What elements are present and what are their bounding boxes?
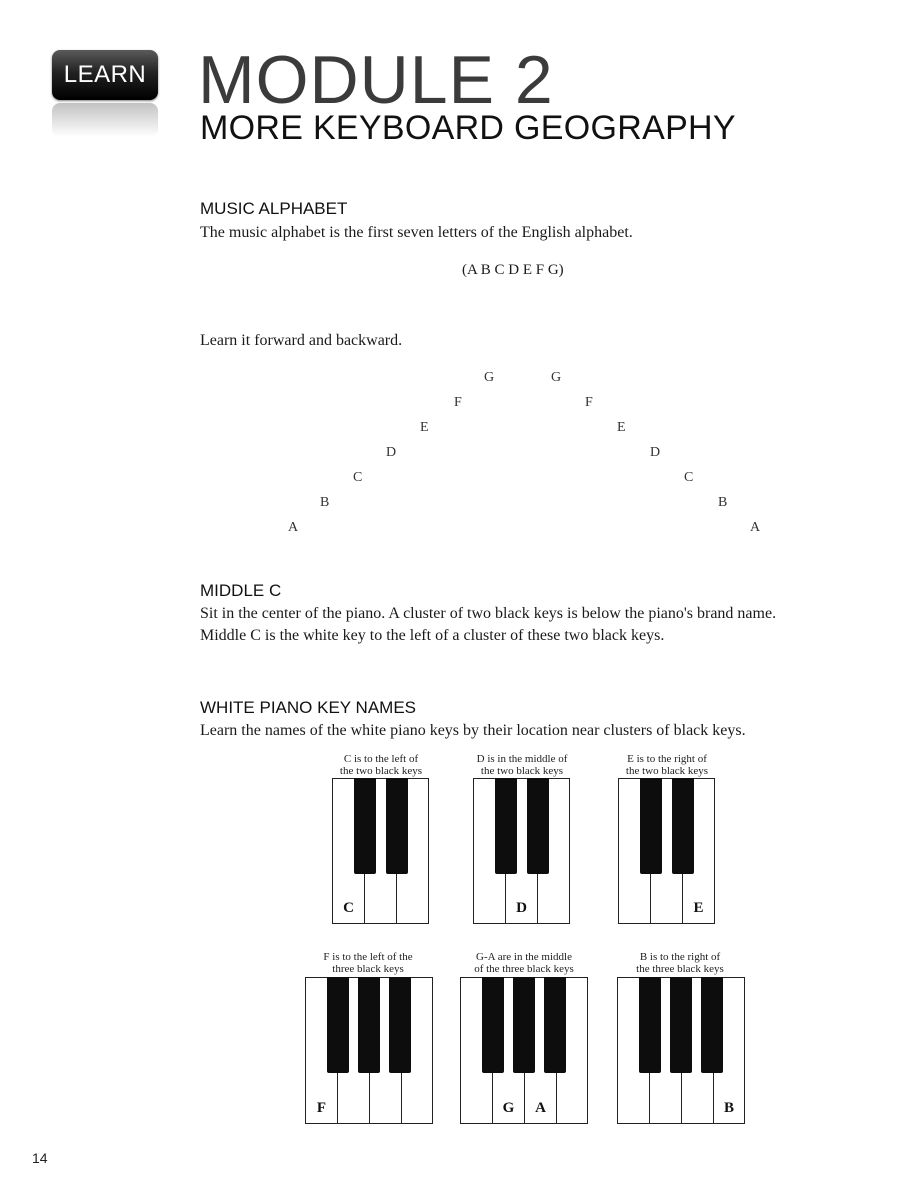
white-key: D [505,778,538,924]
backward-letter: B [718,495,728,510]
keyboard-diagram-c [332,778,429,924]
diagram-caption-e: E is to the right of the two black keys [625,753,709,777]
forward-letter: D [386,445,397,460]
black-key [354,778,376,874]
black-key [701,977,723,1073]
backward-letter: F [585,395,593,410]
keyboard-diagram-b [617,977,745,1124]
black-key [544,977,566,1073]
diagram-caption-c: C is to the left of the two black keys [339,753,423,777]
black-key [670,977,692,1073]
backward-letter: G [551,370,562,385]
forward-backward-instruction: Learn it forward and backward. [200,332,403,349]
forward-letter: C [353,470,363,485]
black-key [386,778,408,874]
diagram-caption-f: F is to the left of the three black keys [323,951,413,975]
learn-badge-reflection [52,103,158,137]
keyboard-diagram-ga [460,977,588,1124]
keyboard-diagram-e [618,778,715,924]
keyboard-diagram-f [305,977,433,1124]
module-title: MODULE 2 [198,42,554,118]
white-key: F [305,977,338,1124]
music-alphabet-text: The music alphabet is the first seven letters of the English alphabet. [200,224,633,241]
page-number: 14 [32,1150,48,1166]
backward-letter: E [617,420,626,435]
white-key: B [713,977,745,1124]
forward-letter: E [420,420,429,435]
white-key: E [682,778,715,924]
diagram-caption-b: B is to the right of the three black keys [636,951,724,975]
black-key [389,977,411,1073]
backward-letter: C [684,470,694,485]
white-key-names-text: Learn the names of the white piano keys by their location near clusters of black keys. [200,722,746,739]
music-alphabet-heading: MUSIC ALPHABET [200,199,348,218]
learn-badge: LEARN [52,50,158,100]
black-key [482,977,504,1073]
forward-letter: B [320,495,330,510]
middle-c-line-1: Sit in the center of the piano. A cluster of two black keys is below the piano's brand name. [200,605,777,622]
backward-letter: A [750,520,761,535]
module-subtitle: MORE KEYBOARD GEOGRAPHY [200,109,736,147]
forward-letter: F [454,395,462,410]
middle-c-heading: MIDDLE C [200,581,282,600]
forward-letter: G [484,370,495,385]
keyboard-diagram-d [473,778,570,924]
black-key [358,977,380,1073]
white-key: C [332,778,365,924]
black-key [513,977,535,1073]
music-alphabet-letters: (A B C D E F G) [462,262,564,278]
black-key [527,778,549,874]
white-key: A [524,977,557,1124]
forward-letter: A [288,520,299,535]
black-key [639,977,661,1073]
white-key: G [492,977,525,1124]
diagram-caption-ga: G-A are in the middle of the three black keys [474,951,574,975]
backward-letter: D [650,445,661,460]
diagram-caption-d: D is in the middle of the two black keys [476,753,568,777]
black-key [640,778,662,874]
black-key [327,977,349,1073]
black-key [672,778,694,874]
middle-c-line-2: Middle C is the white key to the left of a cluster of these two black keys. [200,627,665,644]
black-key [495,778,517,874]
white-key-names-heading: WHITE PIANO KEY NAMES [200,698,417,717]
